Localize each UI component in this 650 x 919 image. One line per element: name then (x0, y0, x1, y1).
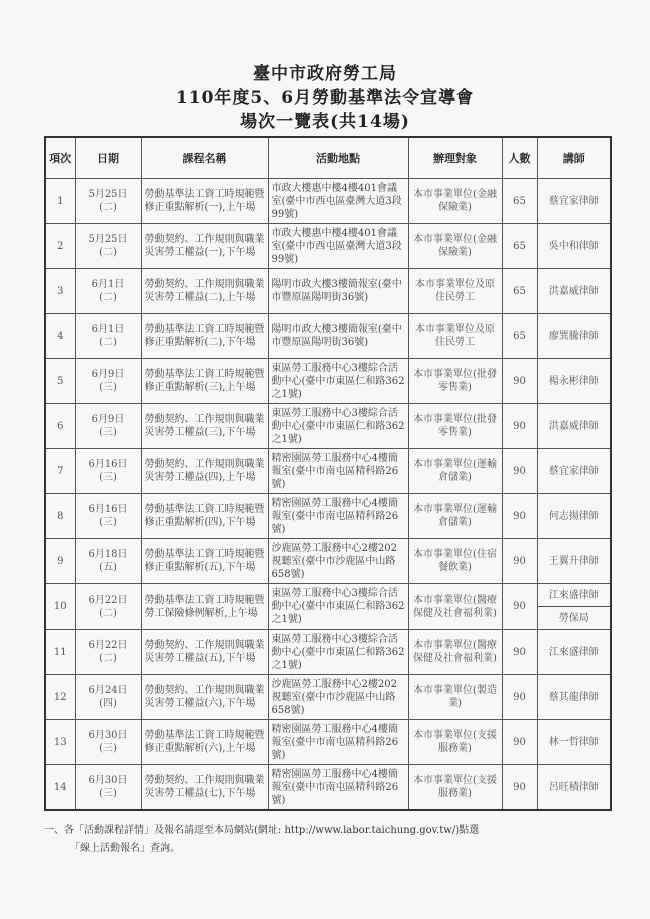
cell-course: 勞動契約、工作規則與職業災害勞工權益(二),上午場 (141, 269, 268, 314)
cell-no: 14 (45, 765, 75, 811)
cell-date (75, 630, 141, 675)
table-row (45, 765, 611, 811)
date-text: 6月24日 (88, 685, 128, 696)
date-text: 6月22日 (88, 640, 128, 651)
cell-course: 勞動基準法工資工時規範暨修正重點解析(五),下午場 (141, 539, 268, 584)
footnote-line-2: 「線上活動報名」查詢。 (70, 843, 180, 854)
weekday-text: (二) (99, 202, 117, 213)
cell-location: 東區勞工服務中心3樓綜合活動中心(臺中市東區仁和路362之1號) (268, 359, 408, 404)
cell-location: 精密園區勞工服務中心4樓簡報室(臺中市南屯區精科路26號) (268, 720, 408, 765)
document-title-block (0, 62, 650, 134)
cell-location: 沙鹿區勞工服務中心2樓202視聽室(臺中市沙鹿區中山路658號) (268, 675, 408, 720)
weekday-text: (二) (99, 337, 117, 348)
cell-location: 市政大樓惠中樓4樓401會議室(臺中市西屯區臺灣大道3段99號) (268, 179, 408, 224)
cell-count: 90 (502, 359, 537, 404)
cell-lecturer: 蔡宜家律師 (537, 449, 611, 494)
date-text: 6月16日 (88, 504, 128, 515)
cell-course: 勞動基準法工資工時規範暨修正重點解析(四),下午場 (141, 494, 268, 539)
cell-lecturer: 王翼升律師 (537, 539, 611, 584)
header-count: 人數 (502, 137, 537, 179)
cell-date (75, 584, 141, 630)
cell-target: 本市事業單位(支援服務業) (408, 765, 502, 811)
cell-target: 本市事業單位(醫療保健及社會福利業) (408, 630, 502, 675)
table-row (45, 539, 611, 584)
cell-course: 勞動基準法工資工時規範暨修正重點解析(一),上午場 (141, 179, 268, 224)
cell-location: 市政大樓惠中樓4樓401會議室(臺中市西屯區臺灣大道3段99號) (268, 224, 408, 269)
date-text: 6月9日 (91, 369, 125, 380)
cell-location: 東區勞工服務中心3樓綜合活動中心(臺中市東區仁和路362之1號) (268, 584, 408, 630)
cell-course: 勞動契約、工作規則與職業災害勞工權益(三),下午場 (141, 404, 268, 449)
cell-course: 勞動基準法工資工時規範暨勞工保險條例解析,上午場 (141, 584, 268, 630)
cell-target: 本市事業單位(運輸倉儲業) (408, 449, 502, 494)
weekday-text: (三) (99, 382, 117, 393)
weekday-text: (三) (99, 472, 117, 483)
cell-location: 東區勞工服務中心3樓綜合活動中心(臺中市東區仁和路362之1號) (268, 404, 408, 449)
table-row (45, 449, 611, 494)
cell-date (75, 449, 141, 494)
header-location: 活動地點 (268, 137, 408, 179)
cell-count: 65 (502, 314, 537, 359)
cell-lecturer: 林一哲律師 (537, 720, 611, 765)
cell-lecturer: 何志揚律師 (537, 494, 611, 539)
date-text: 5月25日 (88, 189, 128, 200)
cell-target: 本市事業單位(製造業) (408, 675, 502, 720)
table-row (45, 224, 611, 269)
weekday-text: (二) (99, 292, 117, 303)
cell-lecturer: 洪嘉威律師 (537, 269, 611, 314)
cell-count: 90 (502, 675, 537, 720)
cell-course: 勞動契約、工作規則與職業災害勞工權益(五),下午場 (141, 630, 268, 675)
table-row (45, 584, 611, 607)
cell-count: 65 (502, 269, 537, 314)
weekday-text: (二) (99, 653, 117, 664)
cell-count: 90 (502, 494, 537, 539)
cell-course: 勞動基準法工資工時規範暨修正重點解析(六),上午場 (141, 720, 268, 765)
cell-lecturer: 呂旺積律師 (537, 765, 611, 811)
cell-location: 陽明市政大樓3樓簡報室(臺中市豐原區陽明街36號) (268, 269, 408, 314)
table-row (45, 179, 611, 224)
cell-target: 本市事業單位(支援服務業) (408, 720, 502, 765)
table-row (45, 404, 611, 449)
cell-no: 13 (45, 720, 75, 765)
cell-count: 65 (502, 179, 537, 224)
cell-target: 本市事業單位(批發零售業) (408, 359, 502, 404)
cell-date (75, 224, 141, 269)
cell-count: 90 (502, 720, 537, 765)
cell-count: 65 (502, 224, 537, 269)
cell-no: 4 (45, 314, 75, 359)
date-text: 6月1日 (91, 279, 125, 290)
cell-no: 6 (45, 404, 75, 449)
cell-date (75, 494, 141, 539)
title-agency: 臺中市政府勞工局 (253, 64, 397, 84)
cell-location: 沙鹿區勞工服務中心2樓202視聽室(臺中市沙鹿區中山路658號) (268, 539, 408, 584)
schedule-table (44, 136, 612, 811)
cell-no: 10 (45, 584, 75, 630)
table-header-row (45, 137, 611, 179)
table-row (45, 494, 611, 539)
cell-count: 90 (502, 539, 537, 584)
cell-course: 勞動基準法工資工時規範暨修正重點解析(三),上午場 (141, 359, 268, 404)
cell-date (75, 765, 141, 811)
cell-location: 精密園區勞工服務中心4樓簡報室(臺中市南屯區精科路26號) (268, 765, 408, 811)
table-row (45, 675, 611, 720)
title-schedule: 場次一覽表(共14場) (240, 112, 410, 132)
cell-lecturer: 江來盛律師 (537, 630, 611, 675)
cell-lecturer: 江來盛律師 (537, 584, 611, 607)
table-row (45, 720, 611, 765)
date-text: 6月1日 (91, 324, 125, 335)
cell-date (75, 269, 141, 314)
cell-no: 11 (45, 630, 75, 675)
cell-count: 90 (502, 630, 537, 675)
cell-no: 7 (45, 449, 75, 494)
cell-target: 本市事業單位及原住民勞工 (408, 314, 502, 359)
cell-lecturer: 蔡宜家律師 (537, 179, 611, 224)
weekday-text: (四) (99, 698, 117, 709)
cell-no: 12 (45, 675, 75, 720)
cell-lecturer-secondary: 勞保局 (537, 607, 611, 630)
table-row (45, 359, 611, 404)
cell-no: 2 (45, 224, 75, 269)
cell-target: 本市事業單位(醫療保健及社會福利業) (408, 584, 502, 630)
date-text: 6月22日 (88, 594, 128, 606)
date-text: 6月18日 (88, 549, 128, 560)
header-no: 項次 (45, 137, 75, 179)
header-course: 課程名稱 (141, 137, 268, 179)
cell-course: 勞動契約、工作規則與職業災害勞工權益(七),下午場 (141, 765, 268, 811)
cell-location: 精密園區勞工服務中心4樓簡報室(臺中市南屯區精科路26號) (268, 449, 408, 494)
cell-date (75, 539, 141, 584)
cell-no: 5 (45, 359, 75, 404)
table-row (45, 314, 611, 359)
weekday-text: (二) (99, 247, 117, 258)
weekday-text: (三) (99, 517, 117, 528)
header-lecturer: 講師 (537, 137, 611, 179)
date-text: 6月16日 (88, 459, 128, 470)
date-text: 6月30日 (88, 730, 128, 741)
cell-target: 本市事業單位(住宿餐飲業) (408, 539, 502, 584)
cell-target: 本市事業單位(運輸倉儲業) (408, 494, 502, 539)
cell-date (75, 359, 141, 404)
weekday-text: (三) (99, 427, 117, 438)
cell-date (75, 675, 141, 720)
cell-location: 東區勞工服務中心3樓綜合活動中心(臺中市東區仁和路362之1號) (268, 630, 408, 675)
cell-count: 90 (502, 584, 537, 630)
date-text: 6月9日 (91, 414, 125, 425)
cell-no: 9 (45, 539, 75, 584)
weekday-text: (五) (99, 562, 117, 573)
cell-target: 本市事業單位(金融保險業) (408, 179, 502, 224)
cell-location: 陽明市政大樓3樓簡報室(臺中市豐原區陽明街36號) (268, 314, 408, 359)
cell-date (75, 314, 141, 359)
cell-target: 本市事業單位(批發零售業) (408, 404, 502, 449)
header-target: 辦理對象 (408, 137, 502, 179)
cell-lecturer: 吳中和律師 (537, 224, 611, 269)
cell-count: 90 (502, 765, 537, 811)
cell-lecturer: 廖巽騰律師 (537, 314, 611, 359)
cell-count: 90 (502, 404, 537, 449)
cell-lecturer: 洪嘉威律師 (537, 404, 611, 449)
cell-no: 8 (45, 494, 75, 539)
cell-course: 勞動契約、工作規則與職業災害勞工權益(一),下午場 (141, 224, 268, 269)
cell-course: 勞動契約、工作規則與職業災害勞工權益(四),上午場 (141, 449, 268, 494)
weekday-text: (二) (99, 607, 117, 619)
cell-no: 3 (45, 269, 75, 314)
cell-no: 1 (45, 179, 75, 224)
table-row (45, 630, 611, 675)
cell-lecturer: 楊永彬律師 (537, 359, 611, 404)
cell-location: 精密園區勞工服務中心4樓簡報室(臺中市南屯區精科路26號) (268, 494, 408, 539)
cell-date (75, 404, 141, 449)
cell-course: 勞動契約、工作規則與職業災害勞工權益(六),下午場 (141, 675, 268, 720)
footnote (44, 822, 610, 858)
cell-date (75, 720, 141, 765)
date-text: 5月25日 (88, 234, 128, 245)
cell-course: 勞動基準法工資工時規範暨修正重點解析(二),下午場 (141, 314, 268, 359)
weekday-text: (三) (99, 743, 117, 754)
cell-date (75, 179, 141, 224)
cell-count: 90 (502, 449, 537, 494)
date-text: 6月30日 (88, 775, 128, 786)
weekday-text: (三) (99, 788, 117, 799)
cell-lecturer: 蔡其龍律師 (537, 675, 611, 720)
header-date: 日期 (75, 137, 141, 179)
footnote-line-1: 一、各「活動課程詳情」及報名請逕至本局網站(網址: http://www.labor.taichung.gov.tw/)點選 (44, 825, 480, 836)
cell-target: 本市事業單位及原住民勞工 (408, 269, 502, 314)
cell-target: 本市事業單位(金融保險業) (408, 224, 502, 269)
title-event: 110年度5、6月勞動基準法令宣導會 (175, 88, 475, 108)
table-row (45, 269, 611, 314)
